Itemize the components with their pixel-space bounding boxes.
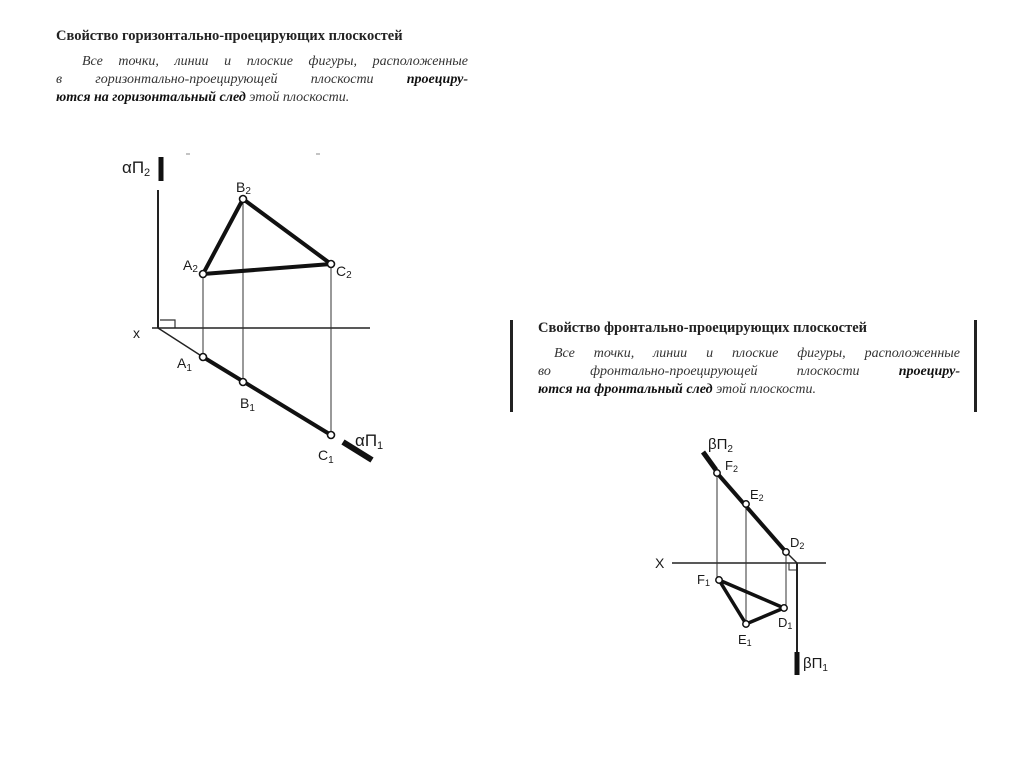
point-f1 xyxy=(716,577,722,583)
horizontal-plane-title: Свойство горизонтально-проецирующих плоскостей xyxy=(56,28,403,44)
triangle-front-projection xyxy=(203,199,331,274)
point-d2 xyxy=(783,549,789,555)
frontal-desc-line2-text: во фронтально-проецирующей плоскости xyxy=(538,364,860,379)
point-e2 xyxy=(743,501,749,507)
label-alpha-p1: αП1 xyxy=(355,431,384,452)
horizontal-trace-thick xyxy=(203,357,331,435)
frontal-desc-line3-bold: ются на фронтальный след xyxy=(538,382,713,397)
horizontal-desc-line3-text: этой плоскости. xyxy=(249,90,350,105)
point-e1 xyxy=(743,621,749,627)
diagram-horizontal-plane xyxy=(122,154,383,466)
label-f1: F1 xyxy=(697,572,710,588)
horizontal-desc-line2-text: в горизонтально-проецирующей плоскости xyxy=(56,72,374,87)
label-alpha-p2: αП2 xyxy=(122,158,151,179)
right-angle-marker-2 xyxy=(789,563,797,570)
point-a2 xyxy=(200,271,207,278)
label-a2: A2 xyxy=(183,257,198,275)
point-c2 xyxy=(328,261,335,268)
label-f2: F2 xyxy=(725,458,738,474)
label-c2: C2 xyxy=(336,263,352,281)
label-x-axis-2: X xyxy=(655,555,665,571)
label-x-axis-1: x xyxy=(133,325,140,341)
triangle-horizontal-projection xyxy=(719,580,784,624)
point-b1 xyxy=(240,379,247,386)
frontal-desc-line2-bold: проециру- xyxy=(898,364,960,379)
label-beta-p2: $\beta П_2$ xyxy=(708,436,733,455)
label-a1: $A_1$ xyxy=(177,355,192,374)
point-f2 xyxy=(714,470,720,476)
frontal-desc-line3-text: этой плоскости. xyxy=(716,382,816,397)
label-beta-p1: $\beta П_1$ xyxy=(803,655,828,674)
label-c1: $C_1$ xyxy=(318,447,334,466)
front-trace-mark-2 xyxy=(703,452,716,470)
label-d1: D1 xyxy=(778,615,793,631)
horizontal-desc-line1: Все точки, линии и плоские фигуры, расположенные xyxy=(82,54,468,69)
label-e2: E2 xyxy=(750,487,764,503)
label-b1: $B_1$ xyxy=(240,395,255,414)
right-angle-marker xyxy=(160,320,175,328)
point-d1 xyxy=(781,605,787,611)
front-trace-thick-2 xyxy=(717,473,786,552)
label-e1: E1 xyxy=(738,632,752,648)
diagram-frontal-plane xyxy=(655,436,828,675)
frontal-desc-line1: Все точки, линии и плоские фигуры, расположенные xyxy=(554,346,960,361)
point-a1 xyxy=(200,354,207,361)
frontal-plane-title: Свойство фронтально-проецирующих плоскостей xyxy=(538,320,868,336)
label-d2: D2 xyxy=(790,535,805,551)
horizontal-desc-line2-bold: проециру- xyxy=(406,72,469,87)
horizontal-trace-thin xyxy=(158,328,203,357)
horizontal-desc-line3-bold: ются на горизонтальный след xyxy=(56,90,246,105)
point-c1 xyxy=(328,432,335,439)
label-b2: B2 xyxy=(236,179,251,197)
